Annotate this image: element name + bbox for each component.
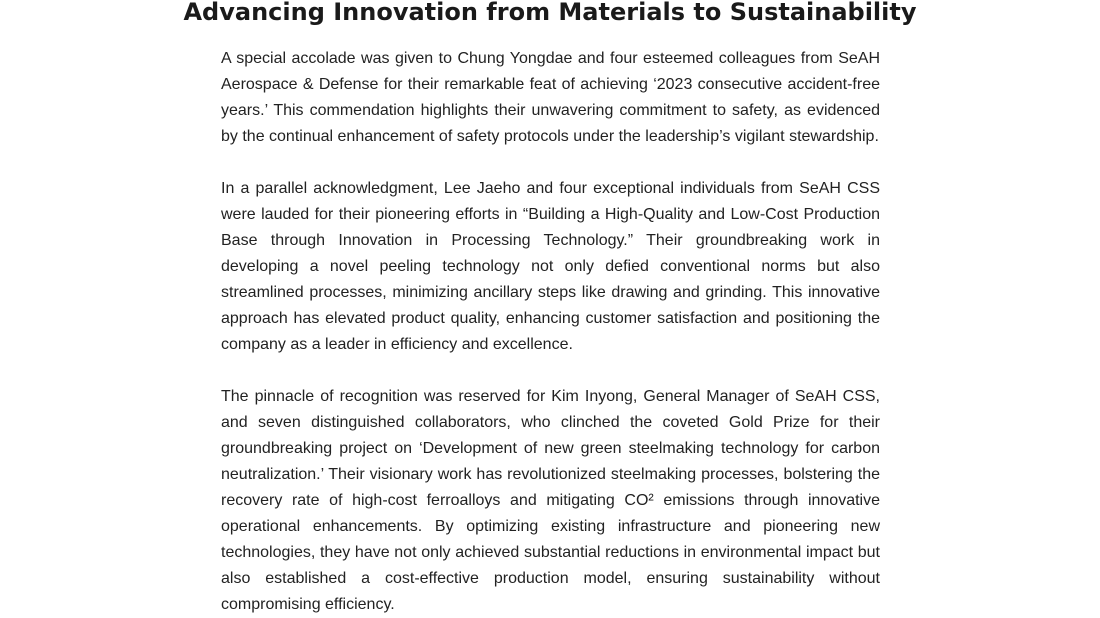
article xyxy=(183,0,917,618)
article-title: Advancing Innovation from Materials to Sustainability xyxy=(183,0,917,26)
paragraph-gold-prize: The pinnacle of recognition was reserved for Kim Inyong, General Manager of SeAH CSS, and seven distinguished collaborators, who clinched the coveted Gold Prize for their groundbreaking project on ‘Development of new green steelmaking technology for carbon neutralization.’ Their visionary work has revolutionized steelmaking processes, bolstering the recovery rate of high-cost ferroalloys and mitigating CO² emissions through innovative operational enhancements. By optimizing existing infrastructure and pioneering new technologies, they have not only achieved substantial reductions in environmental impact but also established a cost-effective production model, ensuring sustainability without compromising efficiency. xyxy=(221,388,880,613)
paragraph-processing-award: In a parallel acknowledgment, Lee Jaeho and four exceptional individuals from SeAH CSS were lauded for their pioneering efforts in “Building a High-Quality and Low-Cost Production Base through Innovation in Processing Technology.” Their groundbreaking work in developing a novel peeling technology not only defied conventional norms but also streamlined processes, minimizing ancillary steps like drawing and grinding. This innovative approach has elevated product quality, enhancing customer satisfaction and positioning the company as a leader in efficiency and excellence. xyxy=(221,180,880,353)
paragraph-safety-award: A special accolade was given to Chung Yongdae and four esteemed colleagues from SeAH Aerospace & Defense for their remarkable feat of achieving ‘2023 consecutive accident-free years.’ This commendation highlights their unwavering commitment to safety, as evidenced by the continual enhancement of safety protocols under the leadership’s vigilant stewardship. xyxy=(221,50,880,145)
